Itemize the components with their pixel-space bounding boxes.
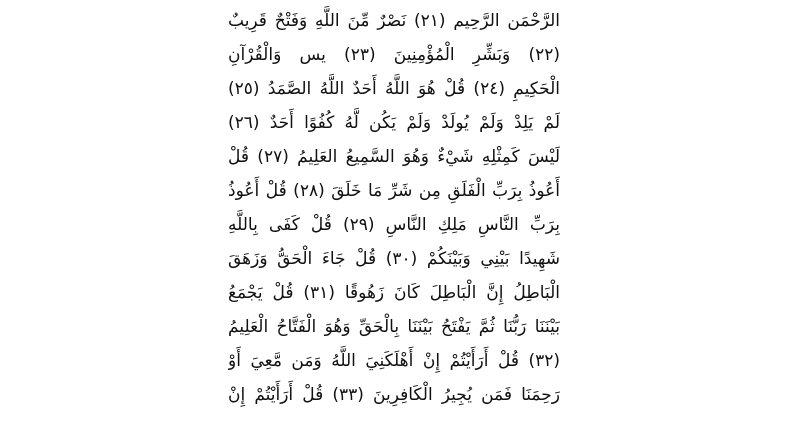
text-line-8: شَهِيدًا بَيْنِي وَبَيْنَكُمْ (٣٠) قُلْ جَاءَ الْحَقُّ وَزَهَقَ bbox=[228, 249, 560, 269]
text-line-11: (٣٢) قُلْ أَرَأَيْتُمْ إِنْ أَهْلَكَنِيَ اللَّهُ وَمَن مَّعِيَ أَوْ bbox=[228, 351, 560, 371]
text-line-9: الْبَاطِلُ إِنَّ الْبَاطِلَ كَانَ زَهُوقًا (٣١) قُلْ يَجْمَعُ bbox=[228, 283, 560, 303]
text-line-6: أَعُوذُ بِرَبِّ الْفَلَقِ مِن شَرِّ مَا خَلَقَ (٢٨) قُلْ أَعُوذُ bbox=[228, 181, 560, 201]
text-line-4: لَمْ يَلِدْ وَلَمْ يُولَدْ وَلَمْ يَكُن لَّهُ كُفُوًا أَحَدٌ (٢٦) bbox=[228, 113, 560, 133]
document-page bbox=[228, 0, 560, 444]
text-line-5: لَيْسَ كَمِثْلِهِ شَيْءٌ وَهُوَ السَّمِيعُ العَلِيمُ (٢٧) قُلْ bbox=[228, 147, 560, 167]
text-line-1: الرَّحْمَن الرَّحِيم (٢١) نَصْرٌ مِّنَ اللَّهِ وَفَتْحٌ قَرِيبٌ bbox=[228, 11, 560, 31]
text-line-10: بَيْنَنَا رَبُّنَا ثُمَّ يَفْتَحُ بَيْنَنَا بِالْحَقِّ وَهُوَ الْفَتَّاحُ الْعَلِيمُ bbox=[228, 317, 560, 337]
text-line-12: رَحِمَنَا فَمَن يُجِيرُ الْكَافِرِينَ (٣٣) قُلْ أَرَأَيْتُمْ إِنْ bbox=[228, 385, 560, 405]
arabic-text-block bbox=[228, 4, 560, 412]
text-line-2: (٢٢) وَبَشِّرِ الْمُؤْمِنِينَ (٢٣) يس وَالْقُرْآنِ bbox=[228, 45, 560, 65]
text-line-7: بِرَبِّ النَّاسِ مَلِكِ النَّاسِ (٢٩) قُلْ كَفَى بِاللَّهِ bbox=[228, 215, 560, 235]
text-line-3: الْحَكِيمِ (٢٤) قُلْ هُوَ اللَّهُ أَحَدٌ اللَّهُ الصَّمَدُ (٢٥) bbox=[228, 79, 560, 99]
